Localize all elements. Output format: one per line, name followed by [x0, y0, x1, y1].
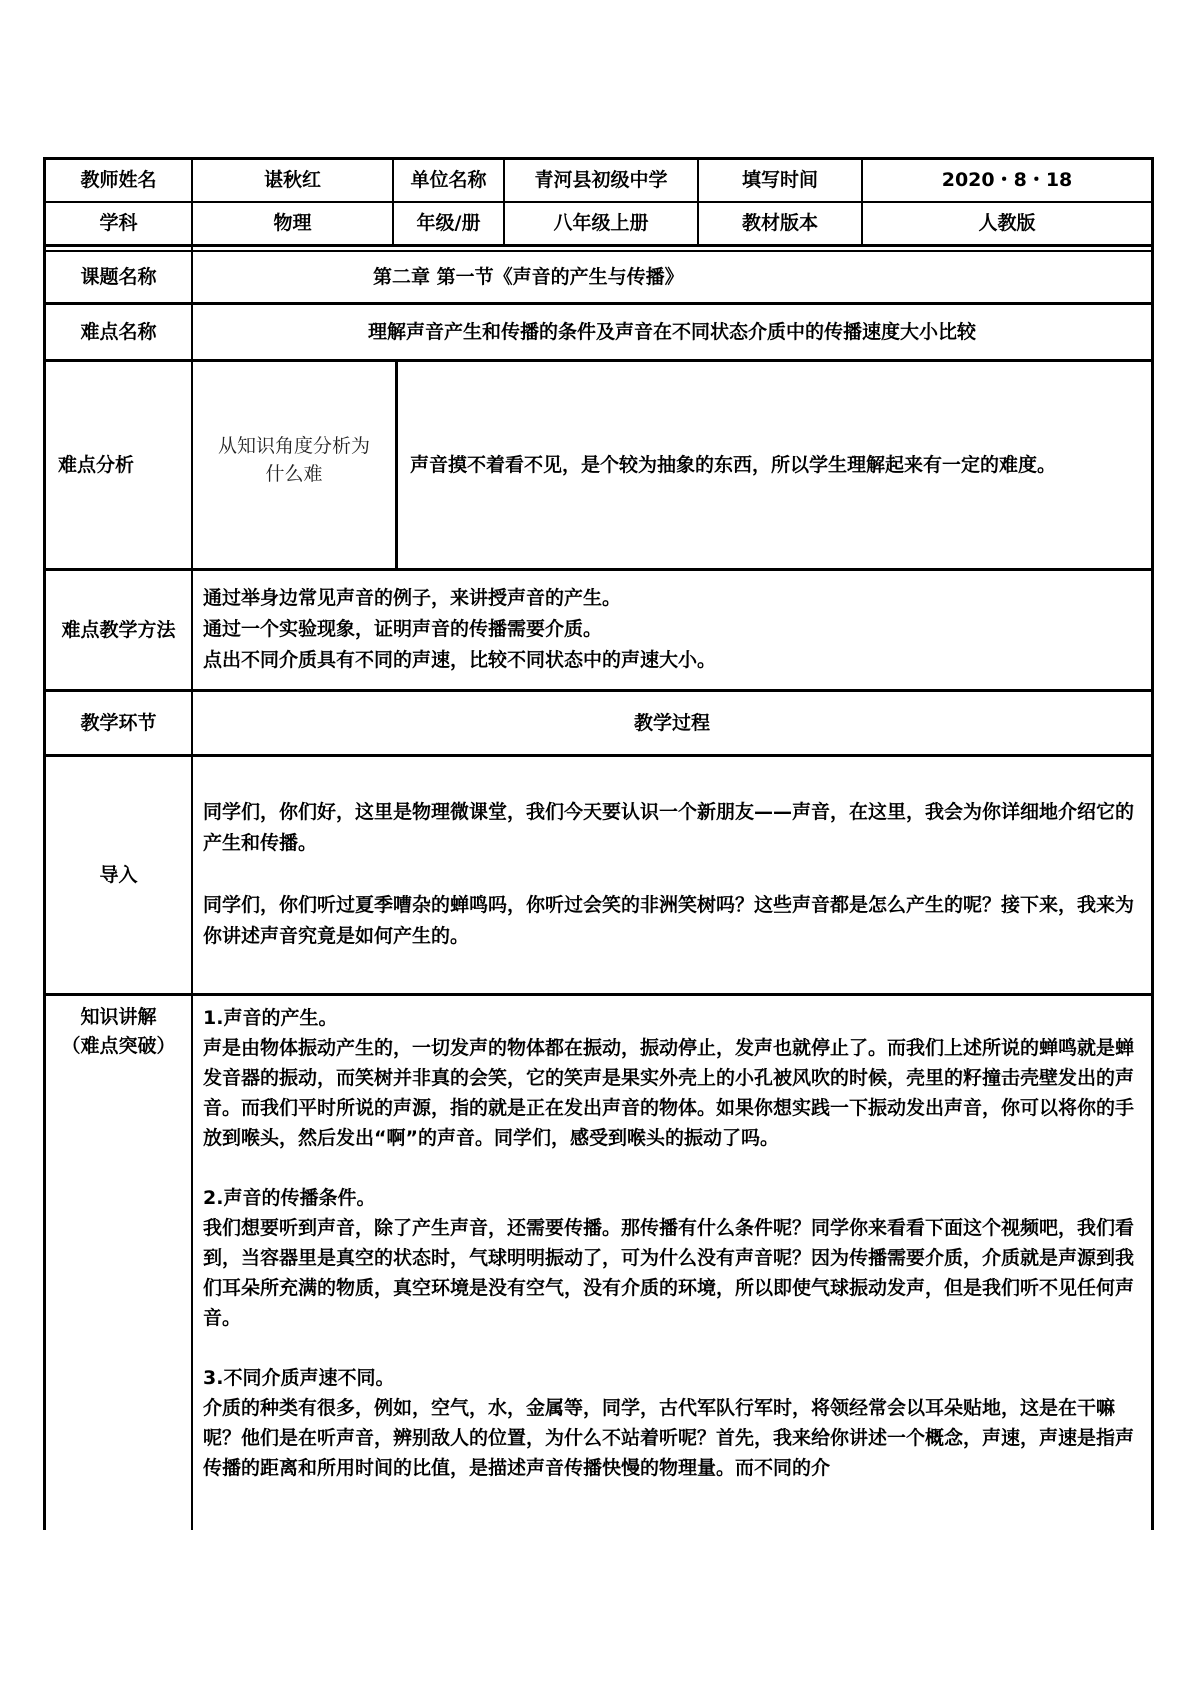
fill-date-label: 填写时间	[741, 169, 818, 192]
edition-label: 教材版本	[741, 212, 818, 235]
unit-name-label: 单位名称	[410, 169, 487, 192]
topic-value: 第二章 第一节《声音的产生与传播》	[373, 265, 684, 288]
grade-value: 八年级上册	[553, 212, 649, 235]
fill-date-value: 2020・8・18	[941, 169, 1073, 192]
method-label: 难点教学方法	[61, 618, 176, 641]
knowledge-label-line: 知识讲解	[80, 1006, 157, 1028]
subject-value: 物理	[273, 212, 312, 235]
knowledge-content	[203, 1003, 1141, 1483]
intro-content	[203, 797, 1141, 952]
method-line: 通过一个实验现象，证明声音的传播需要介质。	[203, 618, 603, 640]
subject-label: 学科	[99, 212, 138, 235]
row-divider	[43, 568, 1154, 571]
analysis-label: 难点分析	[58, 453, 135, 476]
section-body: 我们想要听到声音，除了产生声音，还需要传播。那传播有什么条件呢？同学你来看看下面这个视频吧，我们看到，当容器里是真空的状态时，气球明明振动了，可为什么没有声音呢？因为传播需要介质，介质就是声源到我们耳朵所充满的物质，真空环境是没有空气，没有介质的环境，所以即使气球振动发声，但是我们听不见任何声音。	[203, 1217, 1135, 1329]
section-title: 2.声音的传播条件。	[203, 1187, 376, 1209]
analysis-value: 声音摸不着看不见，是个较为抽象的东西，所以学生理解起来有一定的难度。	[410, 453, 1057, 476]
method-line: 点出不同介质具有不同的声速，比较不同状态中的声速大小。	[203, 649, 717, 671]
process-stage-label: 教学环节	[80, 711, 157, 734]
grade-label: 年级/册	[416, 212, 481, 235]
process-label: 教学过程	[633, 711, 710, 734]
knowledge-label	[46, 1003, 191, 1061]
table-border-right	[1151, 157, 1154, 1530]
method-content	[203, 583, 1143, 676]
section-title: 1.声音的产生。	[203, 1007, 338, 1029]
section-body: 声是由物体振动产生的，一切发声的物体都在振动，振动停止，发声也就停止了。而我们上述所说的蝉鸣就是蝉发音器的振动，而笑树并非真的会笑，它的笑声是果实外壳上的小孔被风吹的时候，壳里的籽撞击壳壁发出的声音。而我们平时所说的声源，指的就是正在发出声音的物体。如果你想实践一下振动发出声音，你可以将你的手放到喉头，然后发出“啊”的声音。同学们，感受到喉头的振动了吗。	[203, 1037, 1135, 1149]
unit-name-value: 青河县初级中学	[534, 169, 668, 192]
intro-paragraph: 同学们，你们听过夏季嘈杂的蝉鸣吗，你听过会笑的非洲笑树吗？这些声音都是怎么产生的呢？接下来，我来为你讲述声音究竟是如何产生的。	[203, 894, 1135, 947]
intro-label: 导入	[99, 863, 138, 886]
lesson-plan-table	[43, 157, 1154, 1530]
difficulty-label: 难点名称	[80, 320, 157, 343]
teacher-name-label: 教师姓名	[80, 169, 157, 192]
row-divider	[43, 754, 1154, 757]
row-divider	[43, 244, 1154, 247]
analysis-sub-label: 从知识角度分析为什么难	[217, 434, 370, 485]
knowledge-label-line: （难点突破）	[61, 1035, 176, 1057]
section-title: 3.不同介质声速不同。	[203, 1367, 395, 1389]
difficulty-value: 理解声音产生和传播的条件及声音在不同状态介质中的传播速度大小比较	[367, 320, 976, 343]
topic-label: 课题名称	[80, 265, 157, 288]
intro-paragraph: 同学们，你们好，这里是物理微课堂，我们今天要认识一个新朋友——声音，在这里，我会为你详细地介绍它的产生和传播。	[203, 801, 1135, 854]
row-divider	[43, 993, 1154, 996]
method-line: 通过举身边常见声音的例子，来讲授声音的产生。	[203, 587, 622, 609]
edition-value: 人教版	[978, 212, 1036, 235]
section-body: 介质的种类有很多，例如，空气，水，金属等，同学，古代军队行军时，将领经常会以耳朵贴地，这是在干嘛呢？他们是在听声音，辨别敌人的位置，为什么不站着听呢？首先，我来给你讲述一个概念，声速，声速是指声传播的距离和所用时间的比值，是描述声音传播快慢的物理量。而不同的介	[203, 1397, 1135, 1479]
teacher-name-value: 谌秋红	[263, 169, 321, 192]
